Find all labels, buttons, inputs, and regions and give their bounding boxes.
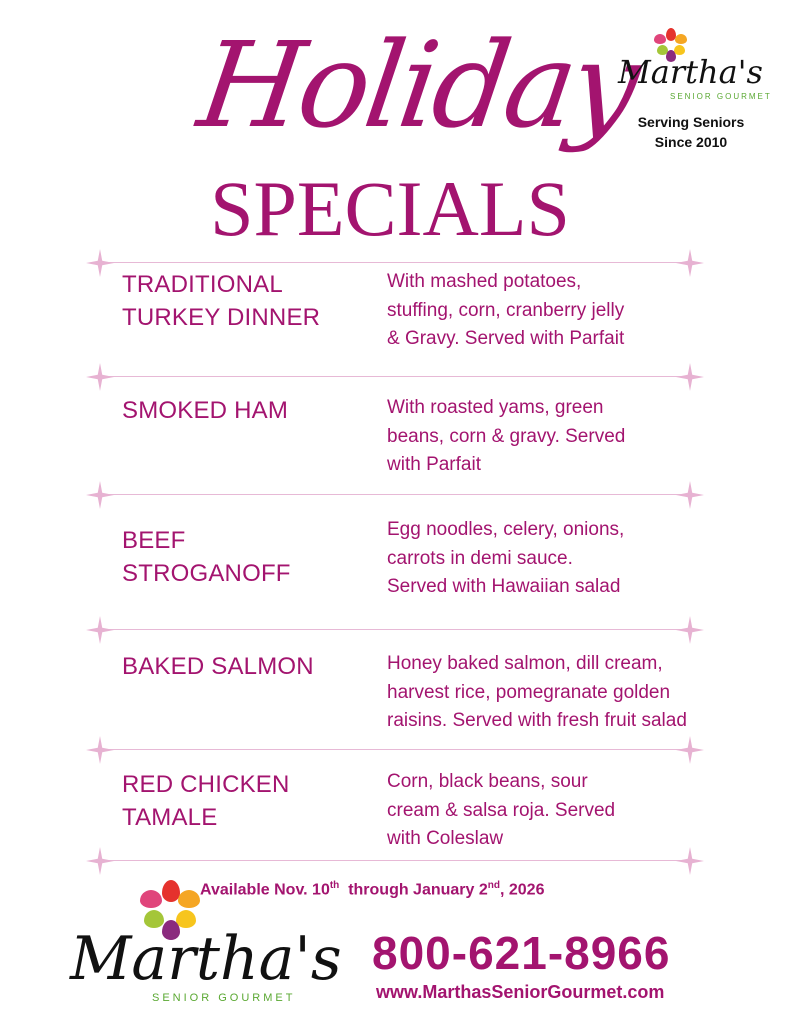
tagline-line2: Since 2010 xyxy=(654,134,728,150)
dish-name: BAKED SALMON xyxy=(122,653,314,680)
dish-description: Corn, black beans, sour cream & salsa roja. Served with Coleslaw xyxy=(387,771,616,849)
dish-name: BEEF STROGANOFF xyxy=(122,527,291,587)
brand-name: Martha's xyxy=(618,53,763,91)
brand-subtitle: SENIOR GOURMET xyxy=(152,992,296,1004)
sparkle-icon xyxy=(86,736,114,764)
sparkle-icon xyxy=(676,736,704,764)
brand-logo-bottom xyxy=(60,880,340,1010)
brand-subtitle: SENIOR GOURMET xyxy=(670,92,772,101)
divider xyxy=(100,362,690,392)
website-link[interactable]: www.MarthasSeniorGourmet.com xyxy=(376,982,665,1002)
title-holiday: Holiday xyxy=(191,16,645,154)
sparkle-icon xyxy=(676,481,704,509)
title-specials: SPECIALS xyxy=(210,165,570,252)
sparkle-icon xyxy=(86,363,114,391)
dish-description: With mashed potatoes, stuffing, corn, cranberry jelly & Gravy. Served with Parfait xyxy=(387,271,625,349)
tagline-line1: Serving Seniors xyxy=(637,114,745,130)
dish-description: Honey baked salmon, dill cream, harvest rice, pomegranate golden raisins. Served with fresh fruit salad xyxy=(387,653,687,731)
divider xyxy=(100,846,690,876)
sparkle-icon xyxy=(86,847,114,875)
dish-name: TRADITIONAL TURKEY DINNER xyxy=(122,271,321,331)
divider xyxy=(100,735,690,765)
sparkle-icon xyxy=(676,616,704,644)
sparkle-icon xyxy=(86,616,114,644)
sparkle-icon xyxy=(676,363,704,391)
dish-name: RED CHICKEN TAMALE xyxy=(122,771,290,831)
availability-text: Available Nov. 10th through January 2nd, 2026 xyxy=(200,880,545,899)
divider xyxy=(100,480,690,510)
phone-number[interactable]: 800-621-8966 xyxy=(372,927,671,979)
dish-name: SMOKED HAM xyxy=(122,397,289,424)
sparkle-icon xyxy=(86,249,114,277)
brand-logo-top xyxy=(612,28,772,108)
dish-description: With roasted yams, green beans, corn & gravy. Served with Parfait xyxy=(387,397,626,475)
sparkle-icon xyxy=(86,481,114,509)
dish-description: Egg noodles, celery, onions, carrots in demi sauce. Served with Hawaiian salad xyxy=(387,519,625,597)
brand-name: Martha's xyxy=(70,924,342,994)
tagline xyxy=(616,112,766,152)
divider xyxy=(100,615,690,645)
